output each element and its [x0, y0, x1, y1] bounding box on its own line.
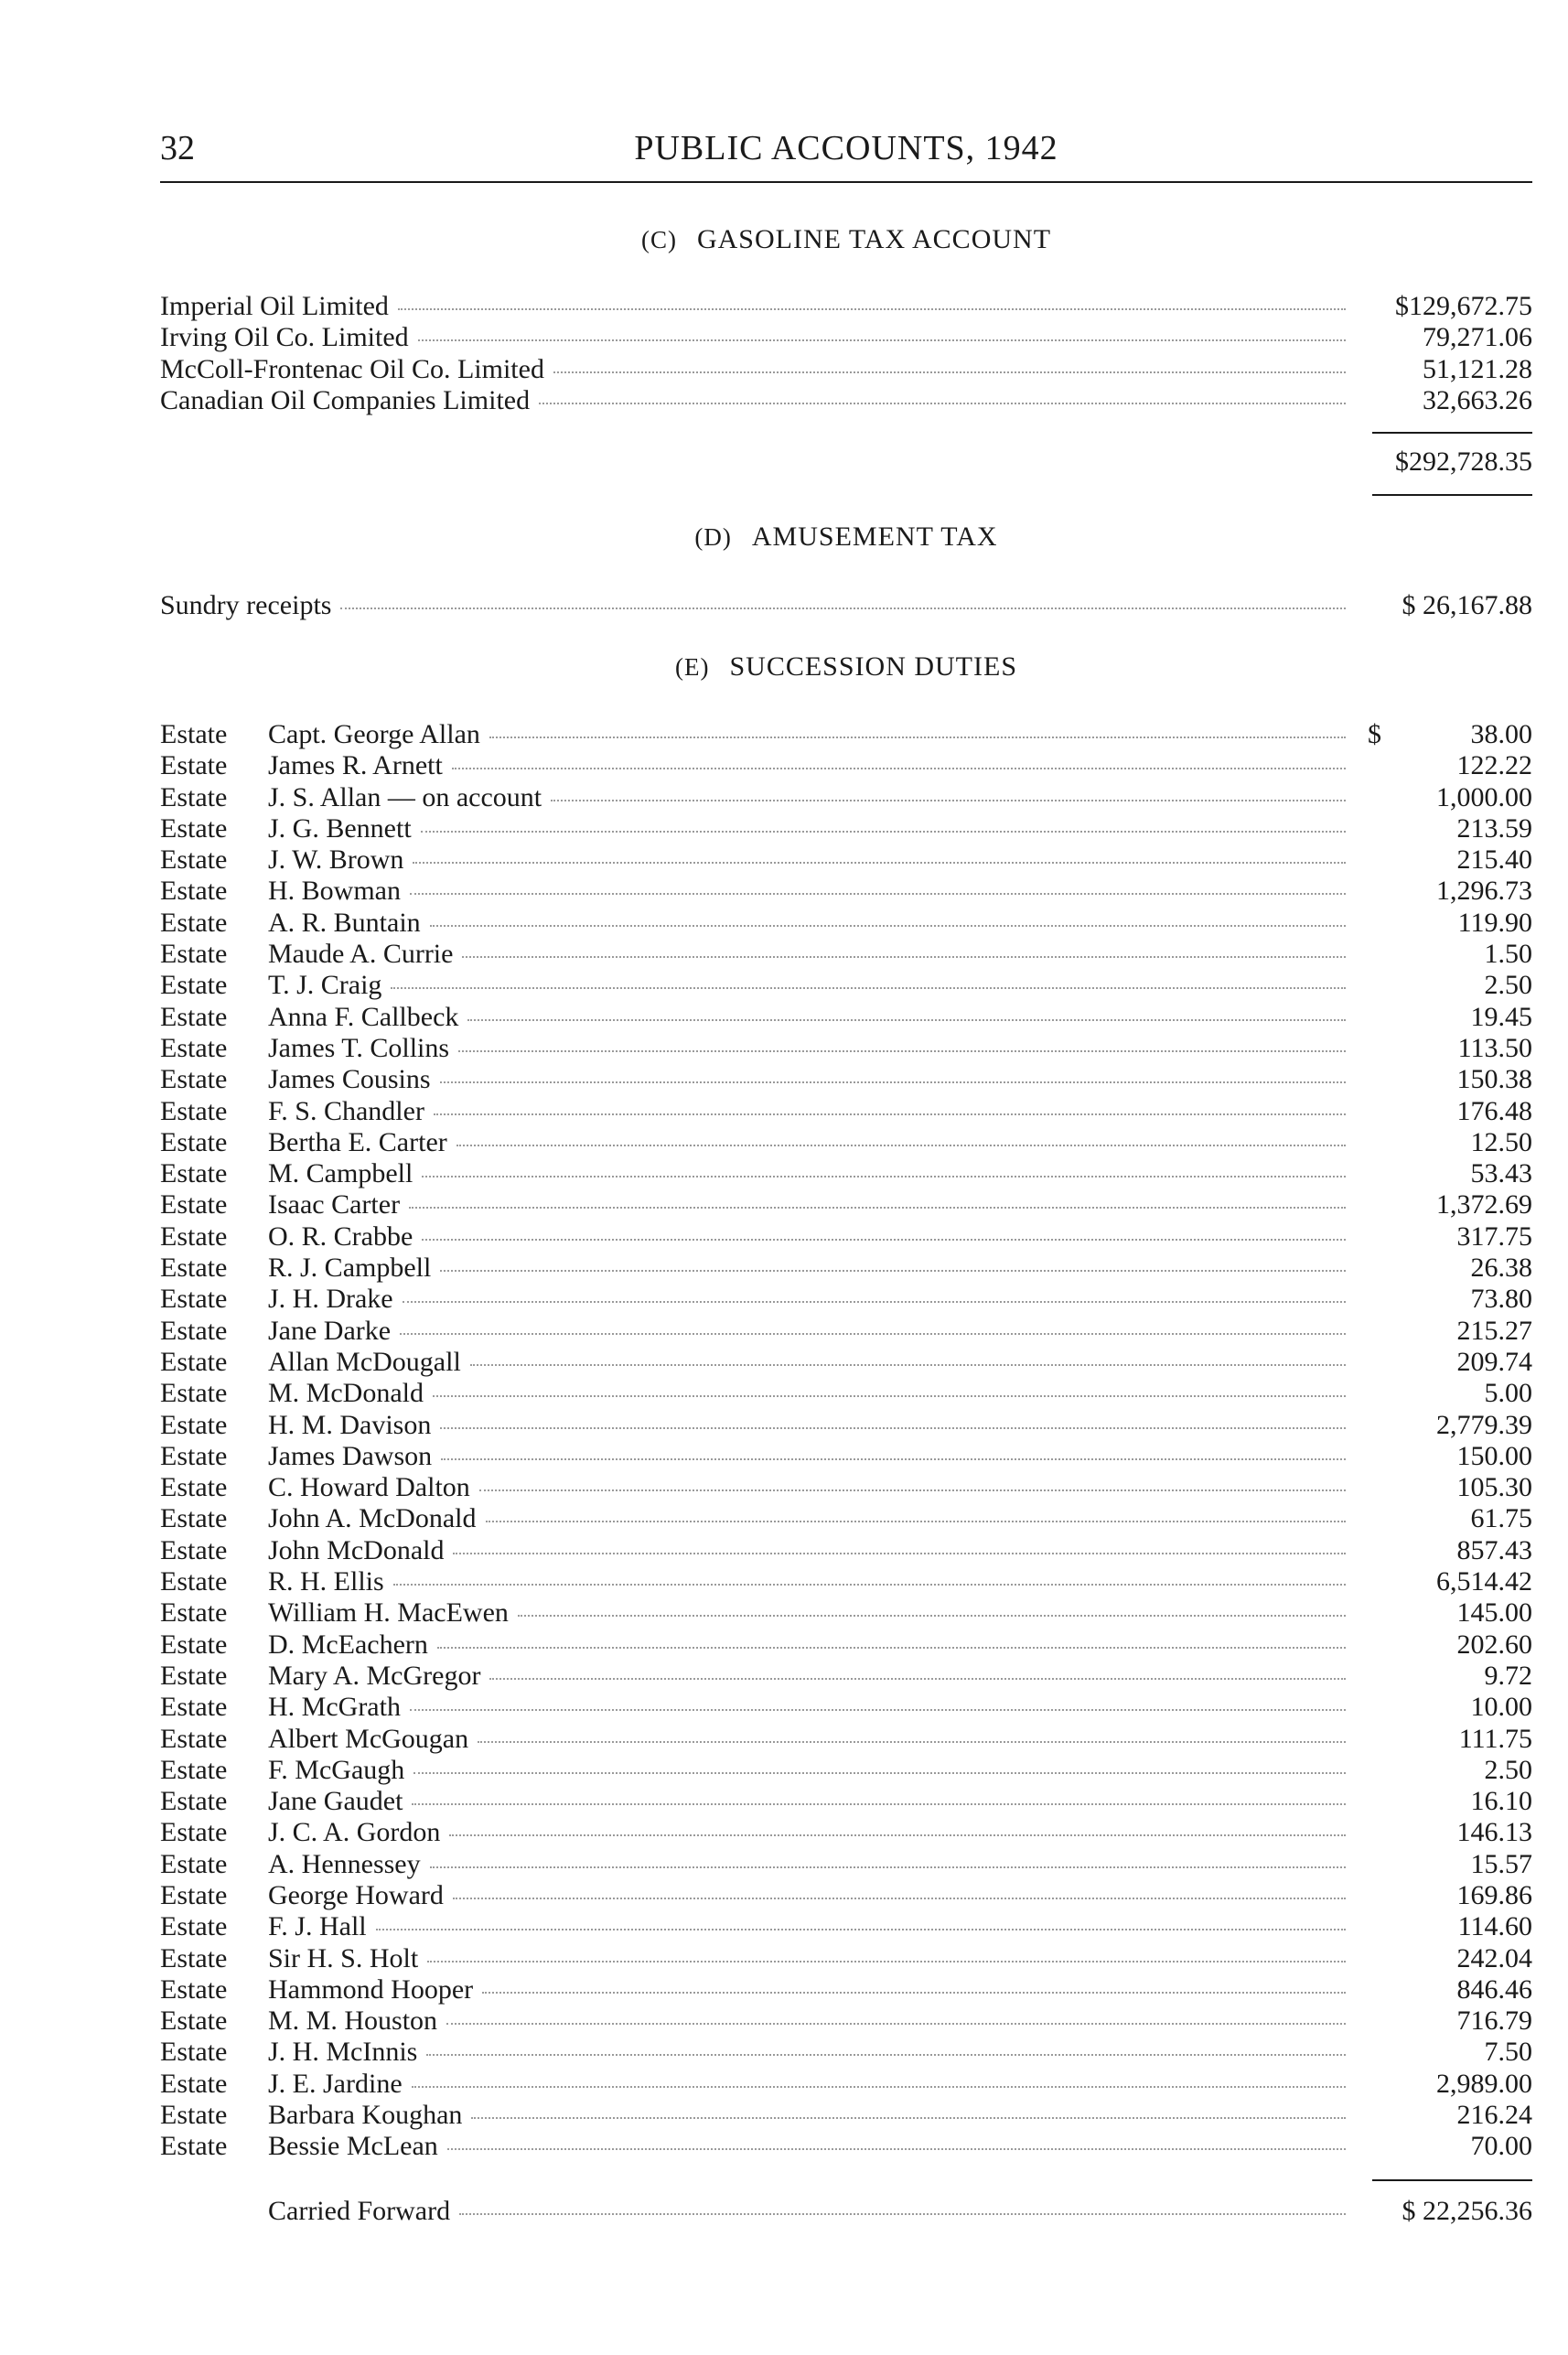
amount: 2.50	[1484, 970, 1532, 1001]
estate-prefix: Estate	[160, 1440, 228, 1471]
leader-dots	[418, 332, 1346, 341]
leader-dots	[391, 980, 1346, 989]
table-row	[160, 1096, 1532, 1127]
table-row	[160, 1127, 1532, 1158]
table-row	[160, 719, 1532, 750]
estate-name: Maude A. Currie	[268, 939, 454, 970]
leader-dots	[409, 1199, 1346, 1209]
amount: 70.00	[1470, 2131, 1532, 2162]
leader-dots	[441, 1451, 1346, 1460]
estate-name: J. H. Drake	[268, 1284, 393, 1315]
amount: 1,000.00	[1436, 781, 1532, 812]
estate-prefix: Estate	[160, 2037, 228, 2068]
estate-name: Bertha E. Carter	[268, 1126, 447, 1157]
estate-name: T. J. Craig	[268, 970, 382, 1001]
section-title: GASOLINE TAX ACCOUNT	[696, 224, 1052, 254]
section-label: (C)	[640, 226, 677, 253]
table-row	[160, 813, 1532, 844]
estate-name: D. McEachern	[268, 1629, 428, 1660]
amount: 1.50	[1484, 939, 1532, 970]
amount: $ 26,167.88	[1402, 590, 1532, 620]
table-row	[160, 2131, 1532, 2162]
amount: 73.80	[1470, 1284, 1532, 1315]
estate-name: John McDonald	[268, 1534, 445, 1565]
amount: 146.13	[1456, 1817, 1532, 1848]
leader-dots	[440, 1074, 1346, 1083]
estate-name: J. S. Allan — on account	[268, 781, 542, 812]
estate-name: James T. Collins	[268, 1032, 450, 1063]
estate-name: F. S. Chandler	[268, 1095, 424, 1126]
table-row	[160, 1849, 1532, 1880]
leader-dots	[422, 1168, 1346, 1178]
leader-dots	[453, 1890, 1346, 1899]
currency-symbol: $	[1368, 719, 1381, 749]
total-rule	[1372, 494, 1532, 496]
page-header	[160, 128, 1532, 168]
estate-prefix: Estate	[160, 1723, 228, 1754]
table-row	[160, 1472, 1532, 1503]
carried-forward-label: Carried Forward	[268, 2196, 451, 2226]
table-row	[160, 1661, 1532, 1692]
amount: 215.40	[1456, 844, 1532, 876]
estate-name: Sir H. S. Holt	[268, 1942, 419, 1973]
header-rule	[160, 181, 1532, 183]
amount: 2.50	[1484, 1754, 1532, 1785]
table-row	[160, 844, 1532, 876]
amount: 846.46	[1456, 1973, 1532, 2005]
estate-name: James Cousins	[268, 1064, 431, 1095]
leader-dots	[489, 1671, 1346, 1680]
estate-name: Allan McDougall	[268, 1346, 461, 1377]
estate-prefix: Estate	[160, 1095, 228, 1126]
leader-dots	[518, 1608, 1346, 1617]
list-item	[160, 322, 1532, 353]
leader-dots	[458, 1043, 1346, 1052]
leader-dots	[376, 1921, 1346, 1930]
estate-prefix: Estate	[160, 1126, 228, 1157]
estate-name: R. H. Ellis	[268, 1566, 384, 1597]
leader-dots	[470, 1357, 1346, 1366]
estate-prefix: Estate	[160, 939, 228, 970]
estate-prefix: Estate	[160, 812, 228, 844]
estate-name: F. J. Hall	[268, 1911, 367, 1942]
amount: 10.00	[1470, 1692, 1532, 1723]
estate-prefix: Estate	[160, 1942, 228, 1973]
estate-name: Anna F. Callbeck	[268, 1001, 459, 1032]
company-name: McColl-Frontenac Oil Co. Limited	[160, 353, 544, 384]
table-row	[160, 1786, 1532, 1817]
table-row	[160, 1755, 1532, 1786]
amount: 2,779.39	[1436, 1409, 1532, 1440]
leader-dots	[427, 1953, 1346, 1962]
estate-prefix: Estate	[160, 1754, 228, 1785]
amount: 79,271.06	[1423, 322, 1532, 353]
table-row	[160, 782, 1532, 813]
estate-prefix: Estate	[160, 2100, 228, 2131]
estate-prefix: Estate	[160, 2131, 228, 2162]
estate-name: J. W. Brown	[268, 844, 404, 876]
gasoline-total: $292,728.35	[1395, 446, 1532, 477]
table-row	[160, 1002, 1532, 1033]
table-row	[160, 1566, 1532, 1597]
amount: 53.43	[1470, 1158, 1532, 1189]
amount: 6,514.42	[1436, 1566, 1532, 1597]
estate-prefix: Estate	[160, 1064, 228, 1095]
table-row	[160, 2006, 1532, 2037]
amount: 32,663.26	[1423, 384, 1532, 415]
estate-name: H. Bowman	[268, 876, 401, 907]
estate-prefix: Estate	[160, 2006, 228, 2037]
amount: 1,372.69	[1436, 1189, 1532, 1221]
amount: 317.75	[1456, 1221, 1532, 1252]
section-title: SUCCESSION DUTIES	[729, 651, 1018, 682]
estate-prefix: Estate	[160, 1692, 228, 1723]
estate-prefix: Estate	[160, 1817, 228, 1848]
amount: 213.59	[1456, 812, 1532, 844]
table-row	[160, 1158, 1532, 1189]
company-name: Imperial Oil Limited	[160, 291, 389, 321]
leader-dots	[434, 1106, 1346, 1115]
leader-dots	[433, 1388, 1346, 1397]
table-row	[160, 1284, 1532, 1315]
estate-name: O. R. Crabbe	[268, 1221, 413, 1252]
amount: 15.57	[1470, 1848, 1532, 1879]
table-row	[160, 750, 1532, 781]
leader-dots	[440, 1263, 1346, 1272]
estate-name: A. Hennessey	[268, 1848, 421, 1879]
estate-name: James R. Arnett	[268, 750, 443, 781]
leader-dots	[410, 886, 1346, 895]
estate-name: Capt. George Allan	[268, 719, 480, 749]
estate-prefix: Estate	[160, 844, 228, 876]
leader-dots	[412, 2079, 1346, 2088]
estate-name: John A. McDonald	[268, 1503, 477, 1534]
amount: 19.45	[1470, 1001, 1532, 1032]
leader-dots	[482, 1984, 1346, 1994]
section-label: (E)	[674, 653, 710, 681]
amount: 122.22	[1456, 750, 1532, 781]
leader-dots	[430, 918, 1346, 927]
estate-prefix: Estate	[160, 1472, 228, 1503]
table-row	[160, 1064, 1532, 1095]
estate-name: R. J. Campbell	[268, 1253, 432, 1284]
leader-dots	[410, 1702, 1346, 1711]
gasoline-list	[160, 291, 1532, 416]
estate-name: Hammond Hooper	[268, 1973, 474, 2005]
amount: 209.74	[1456, 1346, 1532, 1377]
table-row	[160, 1441, 1532, 1472]
estate-prefix: Estate	[160, 1786, 228, 1817]
leader-dots	[453, 1545, 1346, 1554]
leader-dots	[437, 1640, 1346, 1649]
leader-dots	[400, 1326, 1346, 1335]
estate-prefix: Estate	[160, 719, 228, 749]
estate-prefix: Estate	[160, 907, 228, 938]
table-row	[160, 1033, 1532, 1064]
amount: 5.00	[1484, 1378, 1532, 1409]
estate-prefix: Estate	[160, 1597, 228, 1629]
page-title: PUBLIC ACCOUNTS, 1942	[634, 129, 1058, 167]
amount: 216.24	[1456, 2100, 1532, 2131]
table-row	[160, 1911, 1532, 1942]
estate-prefix: Estate	[160, 1660, 228, 1691]
leader-dots	[479, 1482, 1346, 1491]
amount: 215.27	[1456, 1315, 1532, 1346]
estate-prefix: Estate	[160, 1189, 228, 1221]
table-row	[160, 939, 1532, 970]
leader-dots	[456, 1137, 1346, 1146]
leader-dots	[449, 1827, 1346, 1836]
leader-dots	[413, 855, 1346, 864]
list-item	[160, 590, 1532, 621]
table-row	[160, 1253, 1532, 1284]
table-row	[160, 2037, 1532, 2068]
carried-forward-row	[160, 2196, 1532, 2227]
estate-prefix: Estate	[160, 970, 228, 1001]
estate-prefix: Estate	[160, 1848, 228, 1879]
estate-prefix: Estate	[160, 1346, 228, 1377]
table-row	[160, 1410, 1532, 1441]
succession-section-heading	[160, 651, 1532, 683]
table-row	[160, 876, 1532, 907]
estate-prefix: Estate	[160, 876, 228, 907]
estate-name: Albert McGougan	[268, 1723, 469, 1754]
estate-prefix: Estate	[160, 1284, 228, 1315]
estate-prefix: Estate	[160, 1221, 228, 1252]
gasoline-section-heading	[160, 224, 1532, 255]
estate-prefix: Estate	[160, 1409, 228, 1440]
leader-dots	[467, 1012, 1346, 1021]
table-row	[160, 2069, 1532, 2100]
company-name: Canadian Oil Companies Limited	[160, 384, 531, 415]
leader-dots	[393, 1576, 1346, 1586]
amount: 145.00	[1456, 1597, 1532, 1629]
leader-dots	[551, 792, 1346, 801]
leader-dots	[422, 1231, 1346, 1241]
amount: 9.72	[1484, 1660, 1532, 1691]
amount: 119.90	[1457, 907, 1532, 938]
page-number: 32	[160, 129, 195, 167]
estate-prefix: Estate	[160, 1315, 228, 1346]
amount: 169.86	[1456, 1879, 1532, 1910]
estate-name: James Dawson	[268, 1440, 433, 1471]
amount: 51,121.28	[1423, 353, 1532, 384]
estate-name: Jane Darke	[268, 1315, 392, 1346]
table-row	[160, 1724, 1532, 1755]
estate-name: Jane Gaudet	[268, 1786, 403, 1817]
leader-dots	[486, 1513, 1347, 1522]
table-row	[160, 1943, 1532, 1974]
amount: 16.10	[1470, 1786, 1532, 1817]
amount: 176.48	[1456, 1095, 1532, 1126]
company-name: Irving Oil Co. Limited	[160, 322, 409, 353]
table-row	[160, 1221, 1532, 1253]
leader-dots	[403, 1294, 1346, 1303]
estate-name: H. M. Davison	[268, 1409, 432, 1440]
estate-prefix: Estate	[160, 2068, 228, 2099]
estate-name: M. McDonald	[268, 1378, 424, 1409]
table-row	[160, 1880, 1532, 1911]
list-item	[160, 291, 1532, 322]
leader-dots	[459, 2206, 1346, 2215]
list-item	[160, 354, 1532, 385]
amount: 7.50	[1484, 2037, 1532, 2068]
subtotal-rule	[1372, 432, 1532, 434]
estate-prefix: Estate	[160, 781, 228, 812]
leader-dots	[430, 1859, 1346, 1868]
estate-name: George Howard	[268, 1879, 444, 1910]
table-row	[160, 1316, 1532, 1347]
section-label: (D)	[694, 523, 732, 551]
leader-dots	[478, 1734, 1346, 1743]
table-row	[160, 1347, 1532, 1378]
table-row	[160, 1503, 1532, 1534]
amount: 150.38	[1456, 1064, 1532, 1095]
estate-prefix: Estate	[160, 1534, 228, 1565]
estate-name: Bessie McLean	[268, 2131, 438, 2162]
list-item	[160, 385, 1532, 416]
amount: 1,296.73	[1436, 876, 1532, 907]
estate-prefix: Estate	[160, 1253, 228, 1284]
table-row	[160, 1817, 1532, 1848]
estate-name: M. Campbell	[268, 1158, 413, 1189]
leader-dots	[553, 364, 1346, 373]
estate-prefix: Estate	[160, 1158, 228, 1189]
estate-prefix: Estate	[160, 750, 228, 781]
estate-prefix: Estate	[160, 1629, 228, 1660]
leader-dots	[489, 729, 1346, 738]
table-row	[160, 970, 1532, 1001]
succession-list	[160, 719, 1532, 2163]
estate-name: J. G. Bennett	[268, 812, 412, 844]
leader-dots	[539, 395, 1346, 404]
estate-name: C. Howard Dalton	[268, 1472, 470, 1503]
leader-dots	[446, 2016, 1346, 2025]
amusement-list	[160, 590, 1532, 621]
table-row	[160, 1189, 1532, 1221]
amount: 26.38	[1470, 1253, 1532, 1284]
leader-dots	[447, 2141, 1346, 2150]
table-row	[160, 1974, 1532, 2006]
amount: 242.04	[1456, 1942, 1532, 1973]
estate-prefix: Estate	[160, 1973, 228, 2005]
table-row	[160, 1535, 1532, 1566]
estate-name: Isaac Carter	[268, 1189, 401, 1221]
table-row	[160, 1692, 1532, 1723]
estate-name: J. E. Jardine	[268, 2068, 403, 2099]
amount: 202.60	[1456, 1629, 1532, 1660]
estate-name: A. R. Buntain	[268, 907, 421, 938]
estate-prefix: Estate	[160, 1879, 228, 1910]
leader-dots	[398, 301, 1346, 310]
carried-rule	[1372, 2179, 1532, 2181]
table-row	[160, 908, 1532, 939]
amount: 61.75	[1470, 1503, 1532, 1534]
amount: $129,672.75	[1395, 291, 1532, 321]
estate-prefix: Estate	[160, 1566, 228, 1597]
estate-name: Barbara Koughan	[268, 2100, 463, 2131]
leader-dots	[462, 949, 1346, 958]
estate-name: Mary A. McGregor	[268, 1660, 481, 1691]
estate-prefix: Estate	[160, 1032, 228, 1063]
estate-name: H. McGrath	[268, 1692, 401, 1723]
leader-dots	[413, 1765, 1346, 1774]
amount: 150.00	[1456, 1440, 1532, 1471]
section-title: AMUSEMENT TAX	[751, 522, 998, 552]
estate-name: J. C. A. Gordon	[268, 1817, 441, 1848]
amusement-section-heading	[160, 522, 1532, 553]
amount: 857.43	[1456, 1534, 1532, 1565]
estate-name: M. M. Houston	[268, 2006, 438, 2037]
table-row	[160, 2100, 1532, 2131]
leader-dots	[471, 2110, 1346, 2119]
carried-forward-amount: $ 22,256.36	[1402, 2196, 1532, 2226]
carried-forward	[160, 2196, 1532, 2227]
leader-dots	[412, 1796, 1346, 1805]
leader-dots	[440, 1420, 1346, 1429]
table-row	[160, 1629, 1532, 1661]
table-row	[160, 1597, 1532, 1629]
table-row	[160, 1378, 1532, 1409]
estate-name: F. McGaugh	[268, 1754, 405, 1785]
amount: 111.75	[1458, 1723, 1532, 1754]
estate-prefix: Estate	[160, 1001, 228, 1032]
estate-name: J. H. McInnis	[268, 2037, 418, 2068]
amount: 113.50	[1457, 1032, 1532, 1063]
amount: 12.50	[1470, 1126, 1532, 1157]
leader-dots	[452, 760, 1346, 769]
leader-dots	[421, 823, 1346, 833]
estate-prefix: Estate	[160, 1378, 228, 1409]
amount: 105.30	[1456, 1472, 1532, 1503]
amount: 38.00	[1470, 719, 1532, 749]
amount: 2,989.00	[1436, 2068, 1532, 2099]
item-name: Sundry receipts	[160, 590, 332, 620]
estate-name: William H. MacEwen	[268, 1597, 509, 1629]
estate-prefix: Estate	[160, 1911, 228, 1942]
leader-dots	[340, 600, 1346, 609]
amount: 114.60	[1457, 1911, 1532, 1942]
estate-prefix: Estate	[160, 1503, 228, 1534]
leader-dots	[426, 2047, 1346, 2056]
amount: 716.79	[1456, 2006, 1532, 2037]
